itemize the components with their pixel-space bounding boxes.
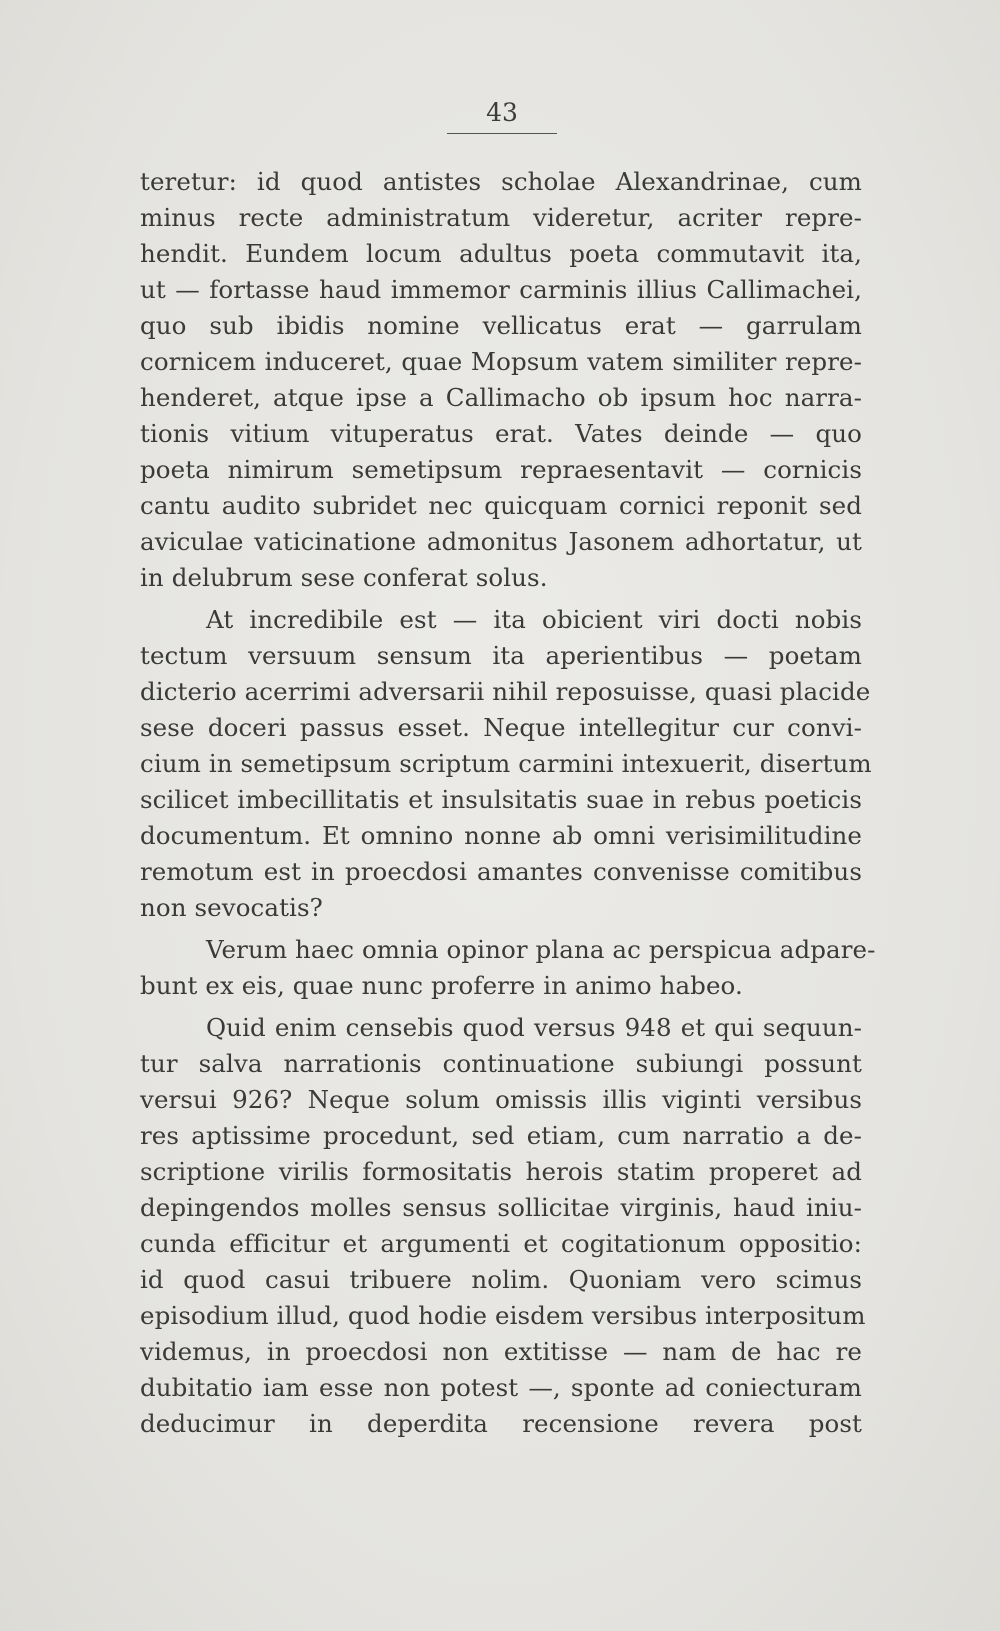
text-line: Verum haec omnia opinor plana ac perspicua adpare-	[206, 935, 876, 964]
text-line: scriptione virilis formositatis herois statim properet ad	[140, 1157, 862, 1186]
paragraph	[140, 602, 872, 926]
paragraph	[140, 164, 862, 596]
text-line: remotum est in proecdosi amantes convenisse comitibus	[140, 857, 862, 886]
text-line: tectum versuum sensum ita aperientibus — poetam	[140, 641, 862, 670]
body-text	[140, 164, 876, 1442]
text-line: episodium illud, quod hodie eisdem versibus interpositum	[140, 1301, 866, 1330]
text-line: cantu audito subridet nec quicquam cornici reponit sed	[140, 491, 862, 520]
text-line: henderet, atque ipse a Callimacho ob ipsum hoc narra-	[140, 383, 862, 412]
text-line: minus recte administratum videretur, acriter repre-	[140, 203, 862, 232]
text-line: hendit. Eundem locum adultus poeta commutavit ita,	[140, 239, 862, 268]
paragraph	[140, 932, 876, 1004]
text-line: scilicet imbecillitatis et insulsitatis suae in rebus poeticis	[140, 785, 862, 814]
text-line: dubitatio iam esse non potest —, sponte ad coniecturam	[140, 1373, 862, 1402]
text-line: documentum. Et omnino nonne ab omni verisimilitudine	[140, 821, 862, 850]
text-line: res aptissime procedunt, sed etiam, cum narratio a de-	[140, 1121, 862, 1150]
text-line: in delubrum sese conferat solus.	[140, 563, 548, 592]
text-line: ut — fortasse haud immemor carminis illius Callimachei,	[140, 275, 862, 304]
text-line: cornicem induceret, quae Mopsum vatem similiter repre-	[140, 347, 862, 376]
text-line: sese doceri passus esset. Neque intellegitur cur convi-	[140, 713, 862, 742]
text-line: cunda efficitur et argumenti et cogitationum oppositio:	[140, 1229, 862, 1258]
text-line: tur salva narrationis continuatione subiungi possunt	[140, 1049, 862, 1078]
paragraph	[140, 1010, 866, 1442]
text-line: deducimur in deperdita recensione revera post	[140, 1409, 862, 1438]
text-line: quo sub ibidis nomine vellicatus erat — garrulam	[140, 311, 862, 340]
text-line: cium in semetipsum scriptum carmini intexuerit, disertum	[140, 749, 872, 778]
text-line: Quid enim censebis quod versus 948 et qui sequun-	[206, 1013, 862, 1042]
text-line: non sevocatis?	[140, 893, 323, 922]
page-number-rule	[447, 133, 557, 134]
text-line: depingendos molles sensus sollicitae virginis, haud iniu-	[140, 1193, 862, 1222]
text-line: dicterio acerrimi adversarii nihil reposuisse, quasi placide	[140, 677, 871, 706]
text-line: aviculae vaticinatione admonitus Jasonem adhortatur, ut	[140, 527, 862, 556]
text-line: versui 926? Neque solum omissis illis viginti versibus	[140, 1085, 862, 1114]
page-number: 43	[486, 98, 518, 127]
text-line: At incredibile est — ita obicient viri docti nobis	[206, 605, 862, 634]
text-line: bunt ex eis, quae nunc proferre in animo habeo.	[140, 971, 743, 1000]
text-line: poeta nimirum semetipsum repraesentavit — cornicis	[140, 455, 862, 484]
text-line: videmus, in proecdosi non extitisse — nam de hac re	[140, 1337, 862, 1366]
text-line: tionis vitium vituperatus erat. Vates deinde — quo	[140, 419, 862, 448]
text-line: teretur: id quod antistes scholae Alexandrinae, cum	[140, 167, 862, 196]
text-line: id quod casui tribuere nolim. Quoniam vero scimus	[140, 1265, 862, 1294]
